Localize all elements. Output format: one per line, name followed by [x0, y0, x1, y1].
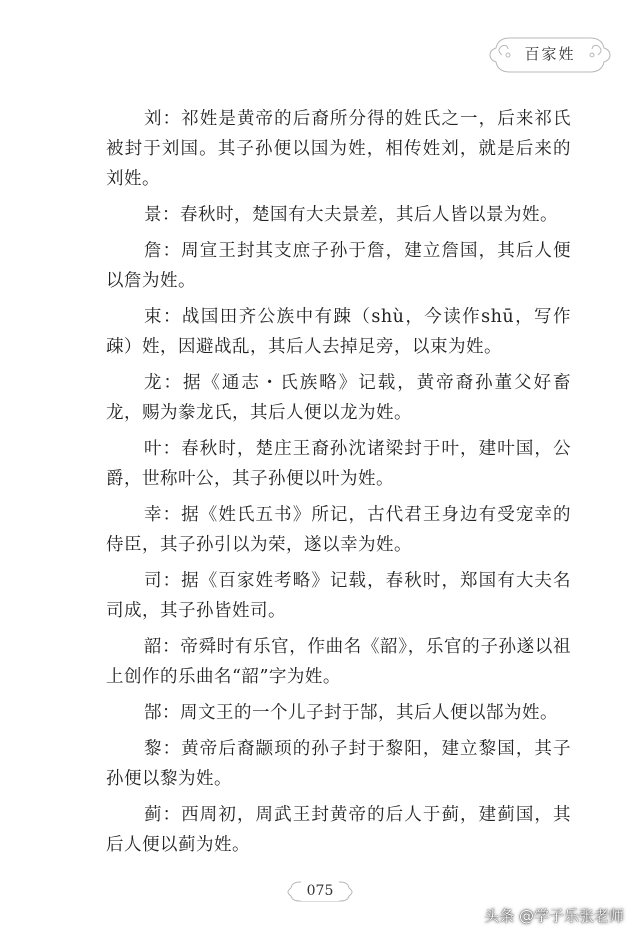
surname-entry-ye: 叶：春秋时，楚庄王裔孙沈诸梁封于叶，建叶国，公爵，世称叶公，其子孙便以叶为姓。: [106, 439, 571, 489]
surname-entry-gao: 郜：周文王的一个儿子封于郜，其后人便以郜为姓。: [144, 703, 558, 723]
surname-entry-ji: 蓟：西周初，周武王封黄帝的后人于蓟，建蓟国，其后人便以蓟为姓。: [106, 805, 571, 855]
surname-entry-si: 司：据《百家姓考略》记载，春秋时，郑国有大夫名司成，其子孙皆姓司。: [106, 571, 571, 621]
surname-entry-li: 黎：黄帝后裔颛顼的孙子封于黎阳，建立黎国，其子孙便以黎为姓。: [106, 739, 571, 789]
surname-entry-zhan: 詹：周宣王封其支庶子孙于詹，建立詹国，其后人便以詹为姓。: [106, 241, 571, 291]
surname-entry-shao: 韶：帝舜时有乐官，作曲名《韶》，乐官的子孙遂以祖上创作的乐曲名“韶”字为姓。: [106, 637, 571, 687]
surname-entry-xing: 幸：据《姓氏五书》所记，古代君王身边有受宠幸的侍臣，其子孙引以为荣，遂以幸为姓。: [106, 505, 571, 555]
surname-entry-liu: 刘：祁姓是黄帝的后裔所分得的姓氏之一，后来祁氏被封于刘国。其子孙便以国为姓，相传姓刘，就是后来的刘姓。: [106, 109, 571, 189]
page-number: 075: [301, 881, 340, 901]
surname-entry-jing: 景：春秋时，楚国有大夫景差，其后人皆以景为姓。: [144, 205, 558, 225]
surname-entries: [106, 104, 571, 866]
running-header: [488, 30, 612, 80]
source-watermark: 头条 @学子乐张老师: [484, 907, 624, 925]
book-title: 百家姓: [524, 45, 576, 63]
surname-entry-long: 龙：据《通志・氏族略》记载，黄帝裔孙董父好畜龙，赐为豢龙氏，其后人便以龙为姓。: [106, 373, 571, 423]
surname-entry-shu: 束：战国田齐公族中有踈（shù，今读作shū，写作疎）姓，因避战乱，其后人去掉足旁，以束为姓。: [106, 307, 571, 357]
page-footer: [0, 878, 640, 904]
